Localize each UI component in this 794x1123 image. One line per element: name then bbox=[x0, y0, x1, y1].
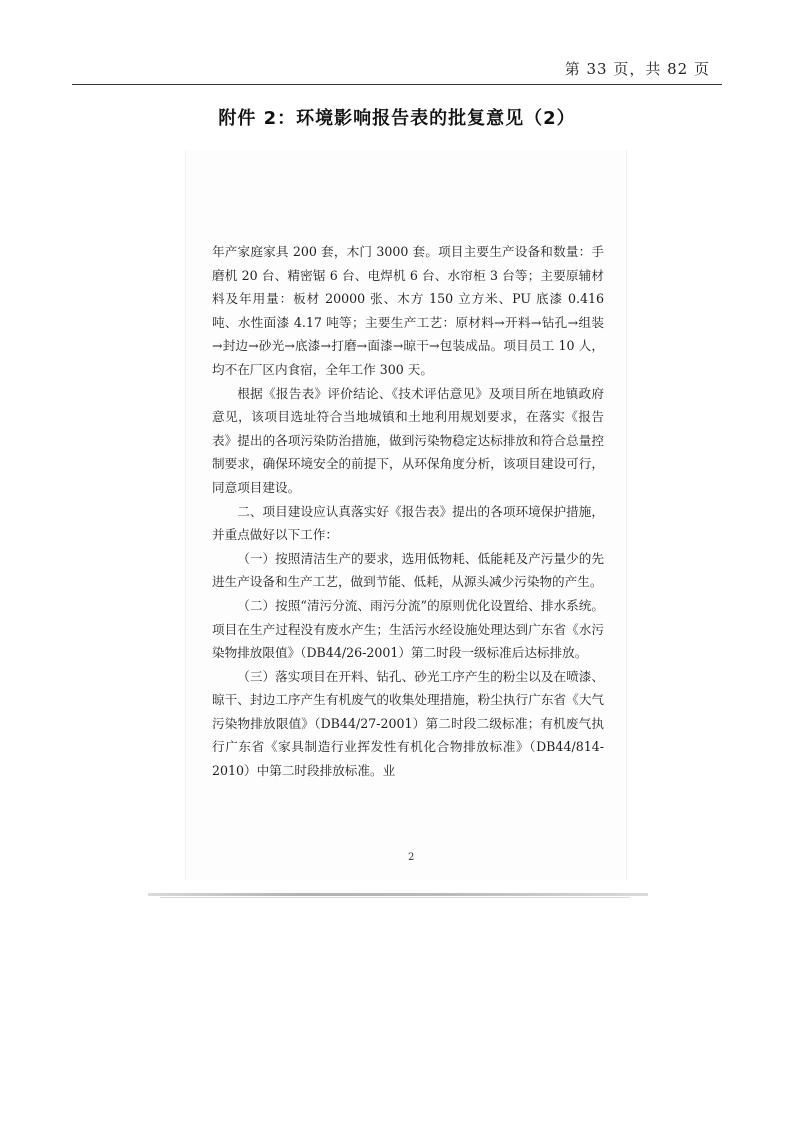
paragraph: （二）按照“清污分流、雨污分流”的原则优化设置给、排水系统。项目在生产过程没有废水产生；生活污水经设施处理达到广东省《水污染物排放限值》（DB44/26-2001）第二时段一级标准后达标排放。 bbox=[212, 597, 604, 661]
page-header-number: 第 33 页，共 82 页 bbox=[564, 60, 710, 78]
paragraph: （一）按照清洁生产的要求，选用低物耗、低能耗及产污量少的先进生产设备和生产工艺，做到节能、低耗，从源头减少污染物的产生。 bbox=[212, 550, 604, 590]
paragraph: （三）落实项目在开料、钻孔、砂光工序产生的粉尘以及在喷漆、晾干、封边工序产生有机废气的收集处理措施，粉尘执行广东省《大气污染物排放限值》（DB44/27-2001）第二时段二级标准；有机废气执行广东省《家具制造行业挥发性有机化合物排放标准》（DB44/814-2010）中第二时段排放标准。业 bbox=[212, 668, 604, 779]
header-divider bbox=[72, 84, 722, 85]
scan-bottom-edge-shadow bbox=[160, 897, 630, 898]
scan-bottom-edge bbox=[148, 893, 648, 896]
paragraph: 年产家庭家具 200 套，木门 3000 套。项目主要生产设备和数量：手磨机 20 台、精密锯 6 台、电焊机 6 台、水帘柜 3 台等；主要原辅材料及年用量：板材 20000 张、木方 150 立方米、PU 底漆 0.416 吨、水性面漆 4.17 吨等；主要生产工艺：原材料→开料→钻孔→组装→封边→砂光→底漆→打磨→面漆→晾干→包装成品。项目员工 10 人，均不在厂区内食宿，全年工作 300 天。 bbox=[212, 244, 604, 377]
page-title: 附件 2：环境影响报告表的批复意见（2） bbox=[218, 108, 576, 129]
scanned-page-number: 2 bbox=[408, 852, 415, 863]
scanned-text-body bbox=[212, 240, 604, 783]
paragraph: 二、项目建设应认真落实好《报告表》提出的各项环境保护措施，并重点做好以下工作： bbox=[212, 503, 604, 543]
paragraph: 根据《报告表》评价结论、《技术评估意见》及项目所在地镇政府意见，该项目选址符合当地城镇和土地利用规划要求，在落实《报告表》提出的各项污染防治措施，做到污染物稳定达标排放和符合总量控制要求，确保环境安全的前提下，从环保角度分析，该项目建设可行，同意项目建设。 bbox=[212, 385, 604, 495]
